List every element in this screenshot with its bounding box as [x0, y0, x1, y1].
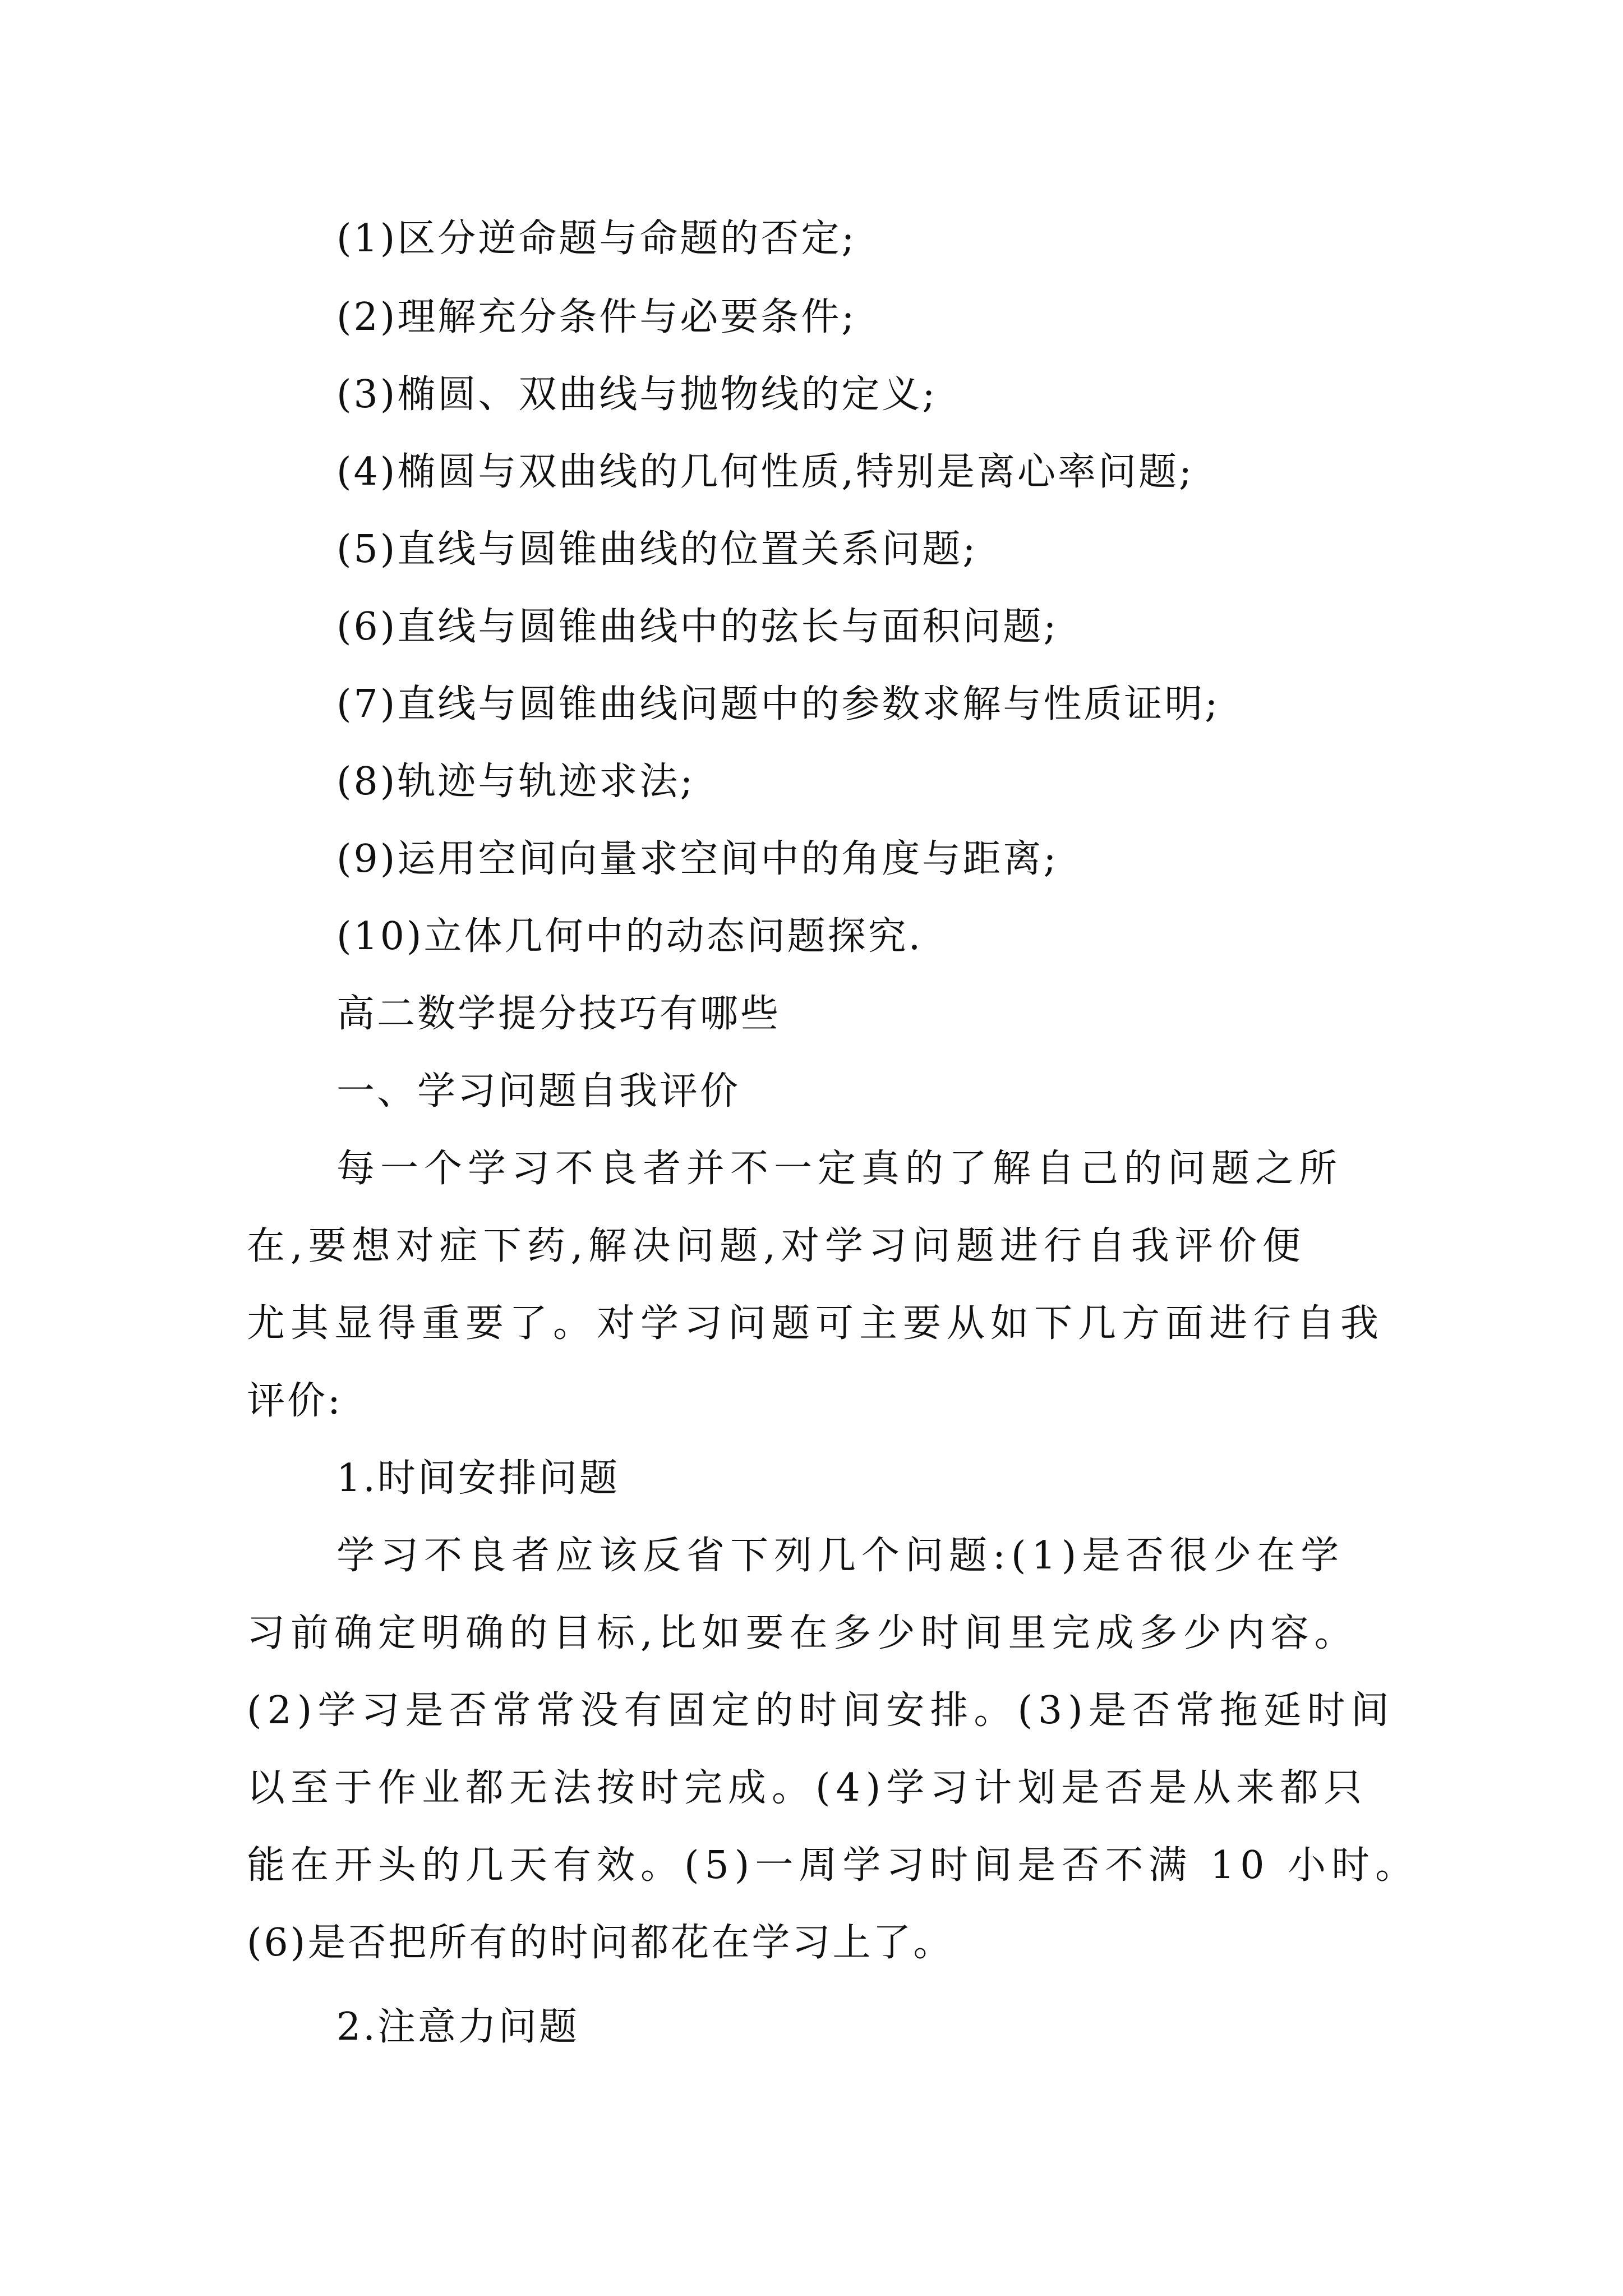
list-item: (5)直线与圆锥曲线的位置关系问题; — [336, 527, 978, 572]
paragraph-line: 每一个学习不良者并不一定真的了解自己的问题之所 — [336, 1147, 1343, 1191]
subsection-title: 一、学习问题自我评价 — [336, 1069, 741, 1114]
list-item: (6)直线与圆锥曲线中的弦长与面积问题; — [336, 605, 1059, 649]
paragraph-line: 评价: — [247, 1379, 343, 1423]
section-title: 高二数学提分技巧有哪些 — [336, 992, 781, 1036]
paragraph-line: 在,要想对症下药,解决问题,对学习问题进行自我评价便 — [247, 1224, 1306, 1268]
list-item: (2)理解充分条件与必要条件; — [336, 295, 857, 339]
item-title: 1.时间安排问题 — [336, 1456, 620, 1501]
list-item: (9)运用空间向量求空间中的角度与距离; — [336, 837, 1059, 881]
list-item: (1)区分逆命题与命题的否定; — [336, 217, 857, 261]
paragraph-line: 尤其显得重要了。对学习问题可主要从如下几方面进行自我 — [247, 1301, 1385, 1346]
paragraph-line: (6)是否把所有的时问都花在学习上了。 — [247, 1921, 954, 1965]
item-title: 2.注意力问题 — [336, 2005, 579, 2049]
paragraph-line: 学习不良者应该反省下列几个问题:(1)是否很少在学 — [336, 1534, 1345, 1578]
list-item: (7)直线与圆锥曲线问题中的参数求解与性质证明; — [336, 682, 1220, 726]
list-item: (4)椭圆与双曲线的几何性质,特别是离心率问题; — [336, 450, 1194, 494]
paragraph-line: (2)学习是否常常没有固定的时间安排。(3)是否常拖延时间 — [247, 1688, 1395, 1733]
paragraph-line: 习前确定明确的目标,比如要在多少时间里完成多少内容。 — [247, 1611, 1358, 1655]
paragraph-line: 以至于作业都无法按时完成。(4)学习计划是否是从来都只 — [247, 1766, 1368, 1810]
list-item: (8)轨迹与轨迹求法; — [336, 760, 695, 804]
paragraph-line: 能在开头的几天有效。(5)一周学习时间是否不满 10 小时。 — [247, 1843, 1419, 1888]
list-item: (3)椭圆、双曲线与抛物线的定义; — [336, 372, 938, 417]
list-item: (10)立体几何中的动态问题探究. — [336, 914, 923, 959]
